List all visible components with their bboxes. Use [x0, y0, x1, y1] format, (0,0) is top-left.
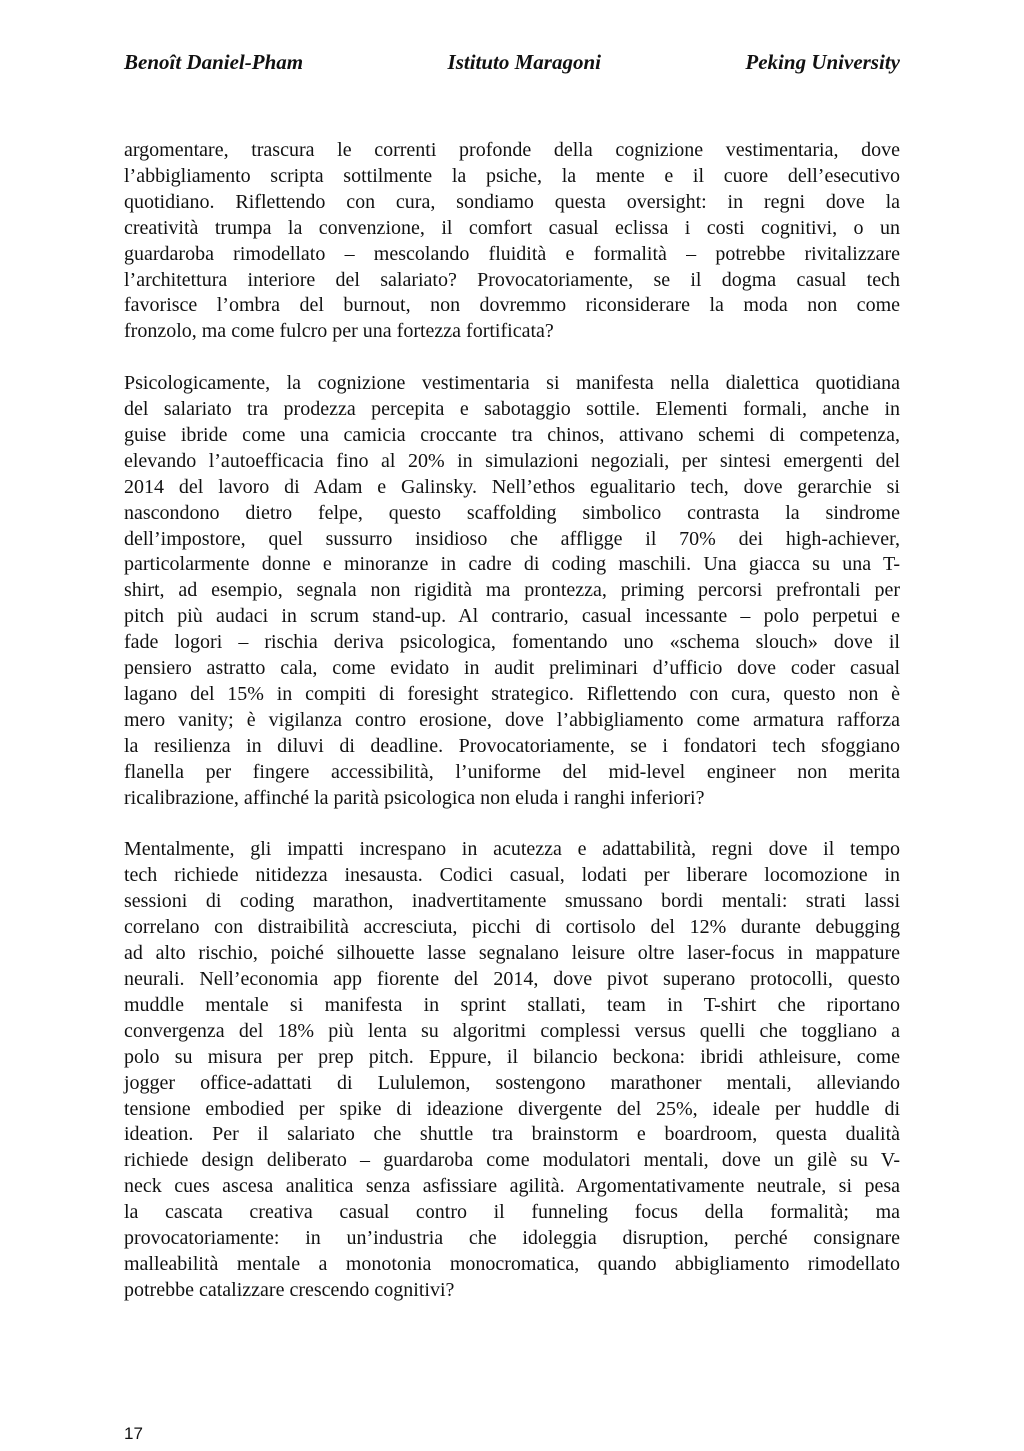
text-line: shirt, ad esempio, segnala non rigidità ma prontezza, priming percorsi prefrontali per [124, 579, 900, 602]
text-line: richiede design deliberato – guardaroba come modulatori mentali, dove un gilè su V- [124, 1149, 900, 1172]
text-line: Psicologicamente, la cognizione vestimentaria si manifesta nella dialettica quotidiana [124, 372, 900, 395]
text-line: Mentalmente, gli impatti increspano in acutezza e adattabilità, regni dove il tempo [124, 838, 900, 861]
text-line: la resilienza in diluvi di deadline. Provocatoriamente, se i fondatori tech sfoggiano [124, 734, 900, 757]
text-line: correlano con distraibilità accresciuta, picchi di cortisolo del 12% durante debugging [124, 916, 900, 939]
paragraph [124, 371, 900, 811]
text-line: l’abbigliamento scripta sottilmente la psiche, la mente e il cuore dell’esecutivo [124, 164, 900, 187]
text-line: ideation. Per il salariato che shuttle tra brainstorm e boardroom, questa dualità [124, 1123, 900, 1146]
text-line: favorisce l’ombra del burnout, non dovremmo riconsiderare la moda non come [124, 294, 900, 317]
text-line: fronzolo, ma come fulcro per una fortezza fortificata? [124, 320, 554, 343]
text-line: potrebbe catalizzare crescendo cognitivi? [124, 1278, 455, 1301]
text-line: pensiero astratto cala, come evidato in audit preliminari d’ufficio dove coder casual [124, 657, 900, 680]
text-line: flanella per fingere accessibilità, l’uniforme del mid-level engineer non merita [124, 760, 900, 783]
text-line: del salariato tra prodezza percepita e sabotaggio sottile. Elementi formali, anche in [124, 398, 900, 421]
paragraph [124, 138, 900, 345]
text-line: elevando l’autoefficacia fino al 20% in simulazioni negoziali, per sintesi emergenti del [124, 449, 900, 472]
text-line: nascondono dietro felpe, questo scaffolding simbolico contrasta la sindrome [124, 501, 900, 524]
text-line: provocatoriamente: in un’industria che idoleggia disruption, perché consignare [124, 1227, 900, 1250]
header-institution-1: Istituto Maragoni [447, 50, 601, 74]
text-line: ricalibrazione, affinché la parità psicologica non eluda i ranghi inferiori? [124, 786, 705, 809]
text-line: tensione embodied per spike di ideazione divergente del 25%, ideale per huddle di [124, 1097, 900, 1120]
text-line: ad alto rischio, poiché silhouette lasse segnalano leisure oltre laser-focus in mappature [124, 942, 900, 965]
text-line: particolarmente donne e minoranze in cadre di coding maschili. Una giacca su una T- [124, 553, 900, 576]
text-line: polo su misura per prep pitch. Eppure, il bilancio beckona: ibridi athleisure, come [124, 1045, 900, 1068]
text-line: dell’impostore, quel sussurro insidioso che affligge il 70% dei high-achiever, [124, 527, 900, 550]
text-line: neck cues ascesa analitica senza asfissiare agilità. Argomentativamente neutrale, si pesa [124, 1175, 900, 1198]
text-line: l’architettura interiore del salariato? Provocatoriamente, se il dogma casual tech [124, 268, 900, 291]
text-line: quotidiano. Riflettendo con cura, sondiamo questa oversight: in regni dove la [124, 190, 900, 213]
header-author: Benoît Daniel-Pham [124, 50, 304, 74]
text-line: argomentare, trascura le correnti profonde della cognizione vestimentaria, dove [124, 139, 900, 161]
body-text [124, 138, 900, 1330]
text-line: mero vanity; è vigilanza contro erosione, dove l’abbigliamento come armatura rafforza [124, 708, 900, 731]
paragraph [124, 837, 900, 1303]
text-line: sessioni di coding marathon, inadvertitamente smussano bordi mentali: strati lassi [124, 890, 900, 913]
running-header [124, 50, 900, 75]
text-line: neurali. Nell’economia app fiorente del 2014, dove pivot superano protocolli, questo [124, 967, 900, 990]
text-line: guardaroba rimodellato – mescolando fluidità e formalità – potrebbe rivitalizzare [124, 242, 900, 265]
text-line: pitch più audaci in scrum stand-up. Al contrario, casual incessante – polo perpetui e [124, 605, 900, 628]
text-line: 2014 del lavoro di Adam e Galinsky. Nell’ethos egualitario tech, dove gerarchie si [124, 475, 900, 498]
text-line: creatività trumpa la convenzione, il comfort casual eclissa i costi cognitivi, o un [124, 216, 900, 239]
text-line: fade logori – rischia deriva psicologica, fomentando uno «schema slouch» dove il [124, 631, 900, 654]
text-line: malleabilità mentale a monotonia monocromatica, quando abbigliamento rimodellato [124, 1252, 900, 1275]
text-line: convergenza del 18% più lenta su algoritmi complessi versus quelli che toggliano a [124, 1019, 900, 1042]
text-line: tech richiede nitidezza inesausta. Codici casual, lodati per liberare locomozione in [124, 864, 900, 887]
text-line: lagano del 15% in compiti di foresight strategico. Riflettendo con cura, questo non è [124, 683, 900, 706]
page-number: 17 [124, 1424, 143, 1443]
text-line: jogger office-adattati di Lululemon, sostengono marathoner mentali, alleviando [124, 1071, 900, 1094]
text-line: guise ibride come una camicia croccante tra chinos, attivano schemi di competenza, [124, 423, 900, 446]
text-line: muddle mentale si manifesta in sprint stallati, team in T-shirt che riportano [124, 993, 900, 1016]
text-line: la cascata creativa casual contro il funneling focus della formalità; ma [124, 1201, 900, 1224]
header-institution-2: Peking University [745, 50, 900, 74]
